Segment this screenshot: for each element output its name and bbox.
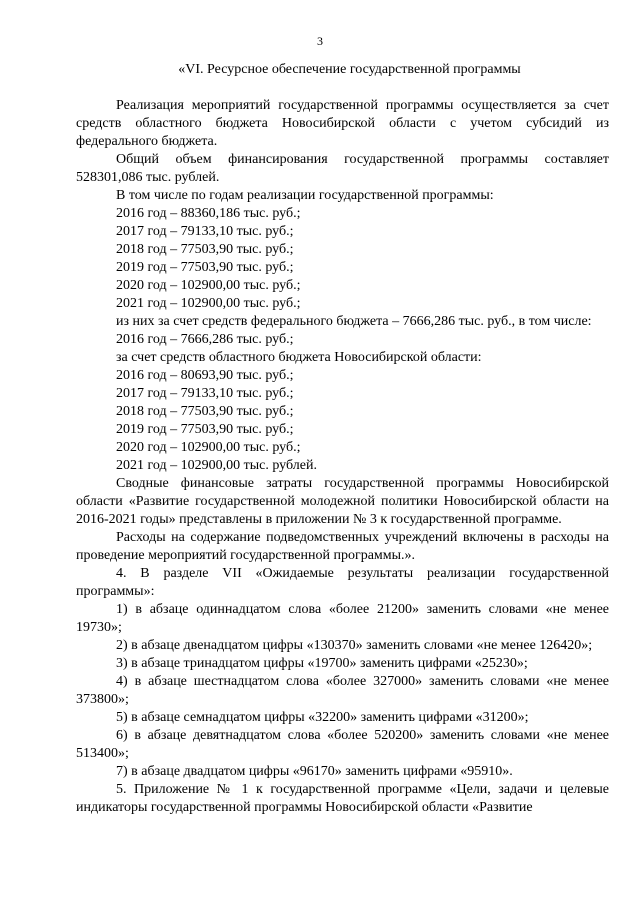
paragraph: Реализация мероприятий государственной программы осуществляется за счет средств областного бюджета Новосибирской области с учетом субсидий из федерального бюджета. [76, 98, 609, 149]
section-title: «VI. Ресурсное обеспечение государственной программы [178, 62, 521, 77]
amendment-item: 6) в абзаце девятнадцатом слова «более 520200» заменить словами «не менее 513400»; [76, 728, 609, 761]
amendment-item: 3) в абзаце тринадцатом цифры «19700» заменить цифрами «25230»; [116, 656, 528, 671]
year-line: 2017 год – 79133,10 тыс. руб.; [116, 224, 294, 239]
paragraph: Общий объем финансирования государственной программы составляет 528301,086 тыс. рублей. [76, 152, 609, 185]
amendment-item: 5) в абзаце семнадцатом цифры «32200» заменить цифрами «31200»; [116, 710, 529, 725]
regional-year-line: 2019 год – 77503,90 тыс. руб.; [116, 422, 294, 437]
year-line: 2020 год – 102900,00 тыс. руб.; [116, 278, 301, 293]
years-header: В том числе по годам реализации государственной программы: [116, 188, 494, 203]
paragraph: 5. Приложение № 1 к государственной программе «Цели, задачи и целевые индикаторы государственной программы Новосибирской области «Развитие [76, 782, 609, 815]
year-line: 2019 год – 77503,90 тыс. руб.; [116, 260, 294, 275]
federal-header: из них за счет средств федерального бюджета – 7666,286 тыс. руб., в том числе: [116, 314, 592, 329]
amendment-item: 4) в абзаце шестнадцатом слова «более 327000» заменить словами «не менее 373800»; [76, 674, 609, 707]
year-line: 2016 год – 88360,186 тыс. руб.; [116, 206, 301, 221]
year-line: 2018 год – 77503,90 тыс. руб.; [116, 242, 294, 257]
federal-year-line: 2016 год – 7666,286 тыс. руб.; [116, 332, 294, 347]
regional-year-line: 2021 год – 102900,00 тыс. рублей. [116, 458, 317, 473]
regional-year-line: 2016 год – 80693,90 тыс. руб.; [116, 368, 294, 383]
page-number: 3 [317, 34, 323, 48]
regional-year-line: 2018 год – 77503,90 тыс. руб.; [116, 404, 294, 419]
paragraph: 4. В разделе VII «Ожидаемые результаты реализации государственной программы»: [76, 566, 609, 599]
regional-header: за счет средств областного бюджета Новосибирской области: [116, 350, 482, 365]
document-body [76, 61, 609, 817]
regional-year-line: 2020 год – 102900,00 тыс. руб.; [116, 440, 301, 455]
year-line: 2021 год – 102900,00 тыс. руб.; [116, 296, 301, 311]
amendment-item: 1) в абзаце одиннадцатом слова «более 21200» заменить словами «не менее 19730»; [76, 602, 609, 635]
amendment-item: 7) в абзаце двадцатом цифры «96170» заменить цифрами «95910». [116, 764, 513, 779]
paragraph: Расходы на содержание подведомственных учреждений включены в расходы на проведение мероприятий государственной программы.». [76, 530, 609, 563]
amendment-item: 2) в абзаце двенадцатом цифры «130370» заменить словами «не менее 126420»; [116, 638, 593, 653]
paragraph: Сводные финансовые затраты государственной программы Новосибирской области «Развитие государственной молодежной политики Новосибирской области на 2016-2021 годы» представлены в приложении № 3 к государственной программе. [76, 476, 609, 527]
regional-year-line: 2017 год – 79133,10 тыс. руб.; [116, 386, 294, 401]
